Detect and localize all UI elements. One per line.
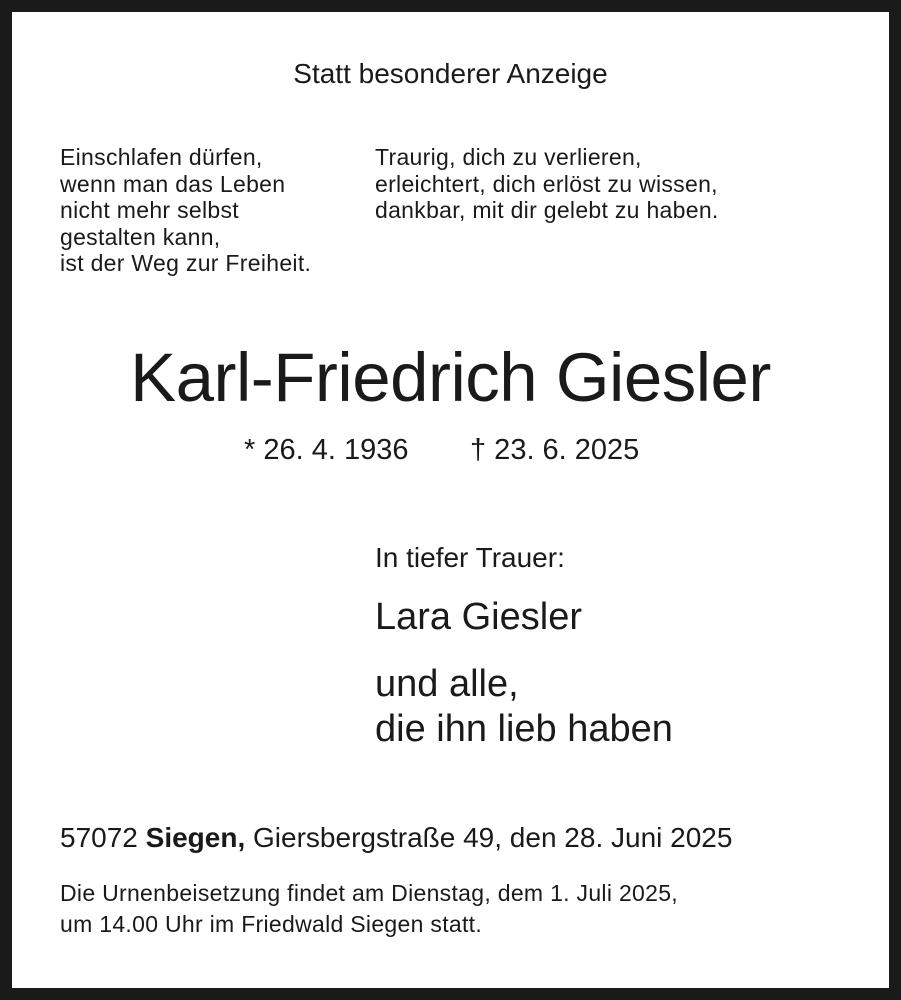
mourning-intro: In tiefer Trauer: [375,542,565,573]
funeral-notice [60,878,678,940]
poem-left [60,144,311,277]
header-title: Statt besonderer Anzeige [293,58,608,89]
other-mourners [375,662,673,752]
other-mourners-line: und alle, [375,663,519,705]
postal-code: 57072 [60,822,138,853]
birth-date: * 26. 4. 1936 [244,434,409,466]
address-line [60,822,732,854]
death-date: † 23. 6. 2025 [470,434,640,466]
poem-right [375,144,719,224]
poem-right-line: erleichtert, dich erlöst zu wissen, [375,170,718,197]
street-and-date: Giersbergstraße 49, den 28. Juni 2025 [253,822,733,853]
deceased-name: Karl-Friedrich Giesler [130,339,771,416]
poem-left-line: Einschlafen dürfen, [60,144,263,170]
poem-left-line: nicht mehr selbst [60,197,239,223]
poem-left-line: ist der Weg zur Freiheit. [60,250,312,276]
poem-left-line: gestalten kann, [60,223,221,250]
funeral-notice-line: Die Urnenbeisetzung findet am Dienstag, dem 1. Juli 2025, [60,880,678,906]
poem-right-line: dankbar, mit dir gelebt zu haben. [375,197,719,223]
poem-left-line: wenn man das Leben [60,170,286,197]
poem-right-line: Traurig, dich zu verlieren, [375,144,642,170]
funeral-notice-line: um 14.00 Uhr im Friedwald Siegen statt. [60,911,483,937]
mourner-name: Lara Giesler [375,596,582,638]
city: Siegen, [145,822,246,853]
other-mourners-line: die ihn lieb haben [375,708,673,750]
